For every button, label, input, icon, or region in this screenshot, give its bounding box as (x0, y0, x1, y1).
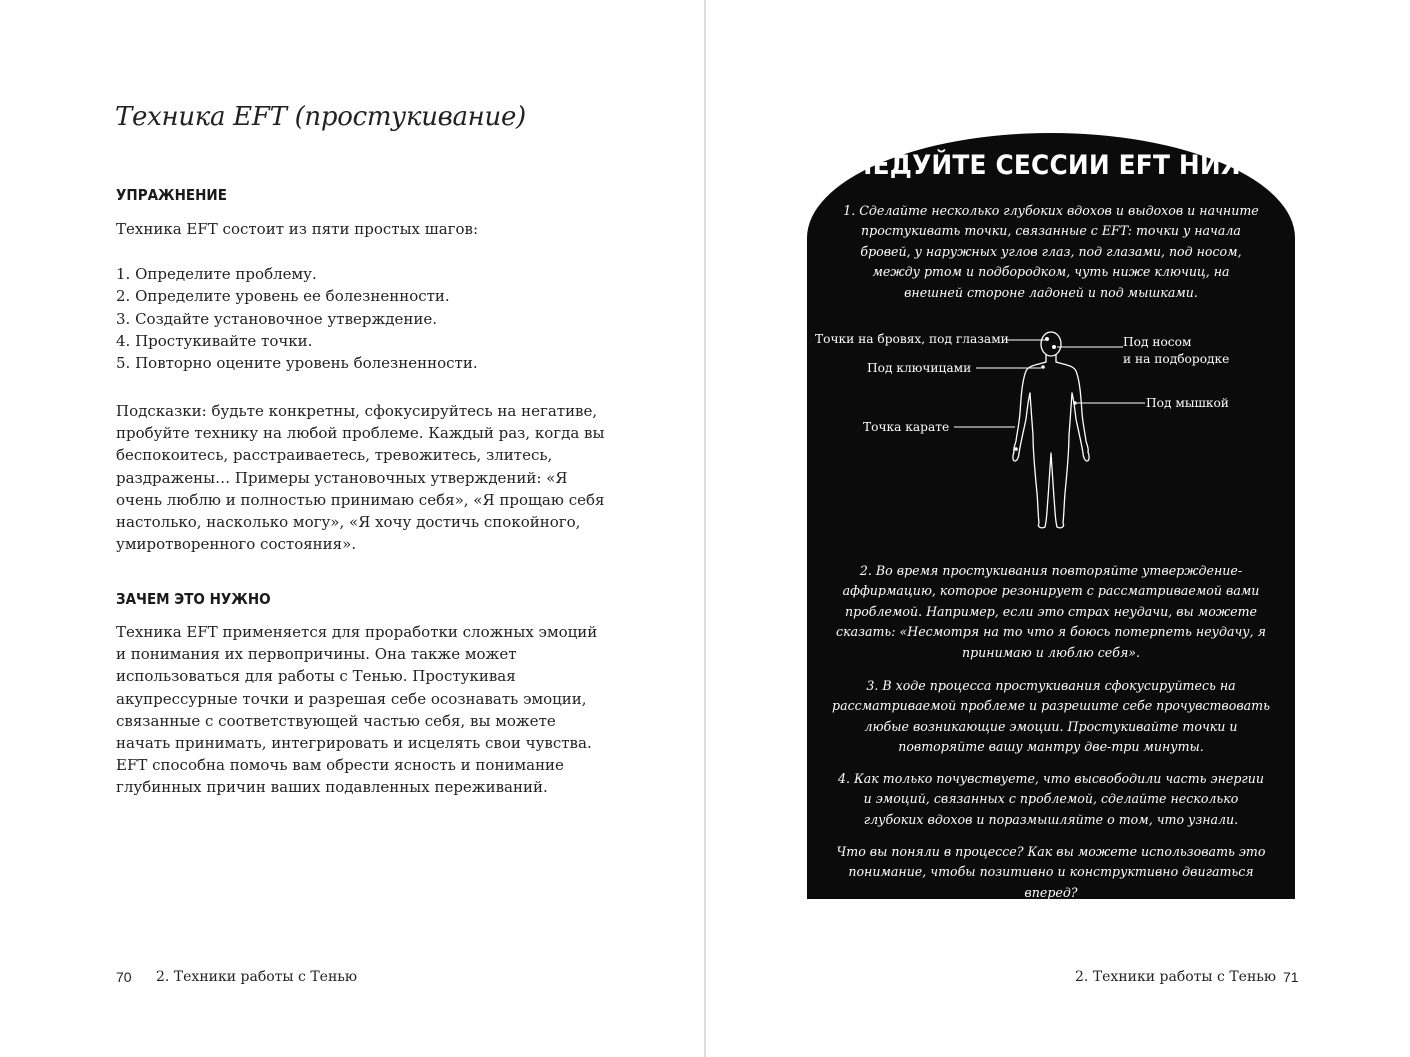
step-item: 3. Создайте установочное утверждение. (116, 309, 438, 328)
exercise-heading: УПРАЖНЕНИЕ (116, 186, 227, 204)
label-brows: Точки на бровях, под глазами (815, 332, 1009, 346)
step-item: 5. Повторно оцените уровень болезненности. (116, 354, 478, 373)
label-nose-2: и на подбородке (1123, 352, 1230, 366)
page-number: 71 (1283, 969, 1299, 985)
label-collarbone: Под ключицами (867, 361, 972, 375)
label-armpit: Под мышкой (1146, 396, 1229, 410)
step-item: 1. Определите проблему. (116, 265, 317, 283)
chapter-title: Техника EFT (простукивание) (115, 102, 526, 132)
panel-step-3: 3. В ходе процесса простукивания сфокусируйтесь на рассматриваемой проблеме и разрешите себе прочувствовать любые возникающие эмоции. Простукивайте точки и повторяйте вашу мантру две-три минуты. (832, 678, 1270, 755)
steps-list (116, 263, 478, 374)
eft-session-panel (807, 133, 1295, 899)
panel-step-4: 4. Как только почувствуете, что высвободили часть энергии и эмоций, связанных с проблемой, сделайте несколько глубоких вдохов и поразмышляйте о том, что узнали. (837, 771, 1264, 827)
panel-closing: Что вы поняли в процессе? Как вы можете использовать это понимание, чтобы позитивно и конструктивно двигаться вперед? (836, 844, 1266, 900)
why-heading: ЗАЧЕМ ЭТО НУЖНО (116, 590, 271, 608)
panel-step-1: 1. Сделайте несколько глубоких вдохов и выдохов и начните простукивать точки, связанные с EFT: точки у начала бровей, у наружных углов глаз, под глазами, под носом, между ртом и подбородком, чуть ниже ключиц, на внешней стороне ладоней и под мышками. (843, 203, 1259, 300)
step-item: 4. Простукивайте точки. (116, 331, 313, 350)
page-number: 70 (116, 969, 132, 985)
step-item: 2. Определите уровень ее болезненности. (116, 287, 450, 306)
running-footer: 2. Техники работы с Тенью (1075, 969, 1277, 985)
panel-title: СЛЕДУЙТЕ СЕССИИ EFT НИЖЕ (833, 150, 1269, 181)
exercise-intro: Техника EFT состоит из пяти простых шагов: (116, 220, 479, 238)
label-karate: Точка карате (863, 420, 950, 434)
tapping-points-figure (807, 323, 1295, 543)
left-page (0, 0, 704, 1057)
right-page (706, 0, 1410, 1057)
running-footer: 2. Техники работы с Тенью (156, 969, 358, 985)
label-nose-1: Под носом (1123, 335, 1192, 349)
panel-step-2: 2. Во время простукивания повторяйте утверждение-аффирмацию, которое резонирует с рассматриваемой вами проблемой. Например, если это страх неудачи, вы можете сказать: «Несмотря на то что я боюсь потерпеть неудачу, я принимаю и люблю себя». (836, 563, 1266, 660)
hints-paragraph: Подсказки: будьте конкретны, сфокусируйтесь на негативе, пробуйте технику на любой проблеме. Каждый раз, когда вы беспокоитесь, расстраиваетесь, тревожитесь, злитесь, раздражены… Примеры установочных утверждений: «Я очень люблю и полностью принимаю себя», «Я прощаю себя настолько, насколько могу», «Я хочу достичь спокойного, умиротворенного состояния». (116, 402, 605, 554)
why-paragraph: Техника EFT применяется для проработки сложных эмоций и понимания их первопричины. Она также может использоваться для работы с Тенью. Простукивая акупрессурные точки и разрешая себе осознавать эмоции, связанные с соответствующей частью себя, вы можете начать принимать, интегрировать и исцелять свои чувства. EFT способна помочь вам обрести ясность и понимание глубинных причин ваших подавленных переживаний. (116, 623, 598, 797)
